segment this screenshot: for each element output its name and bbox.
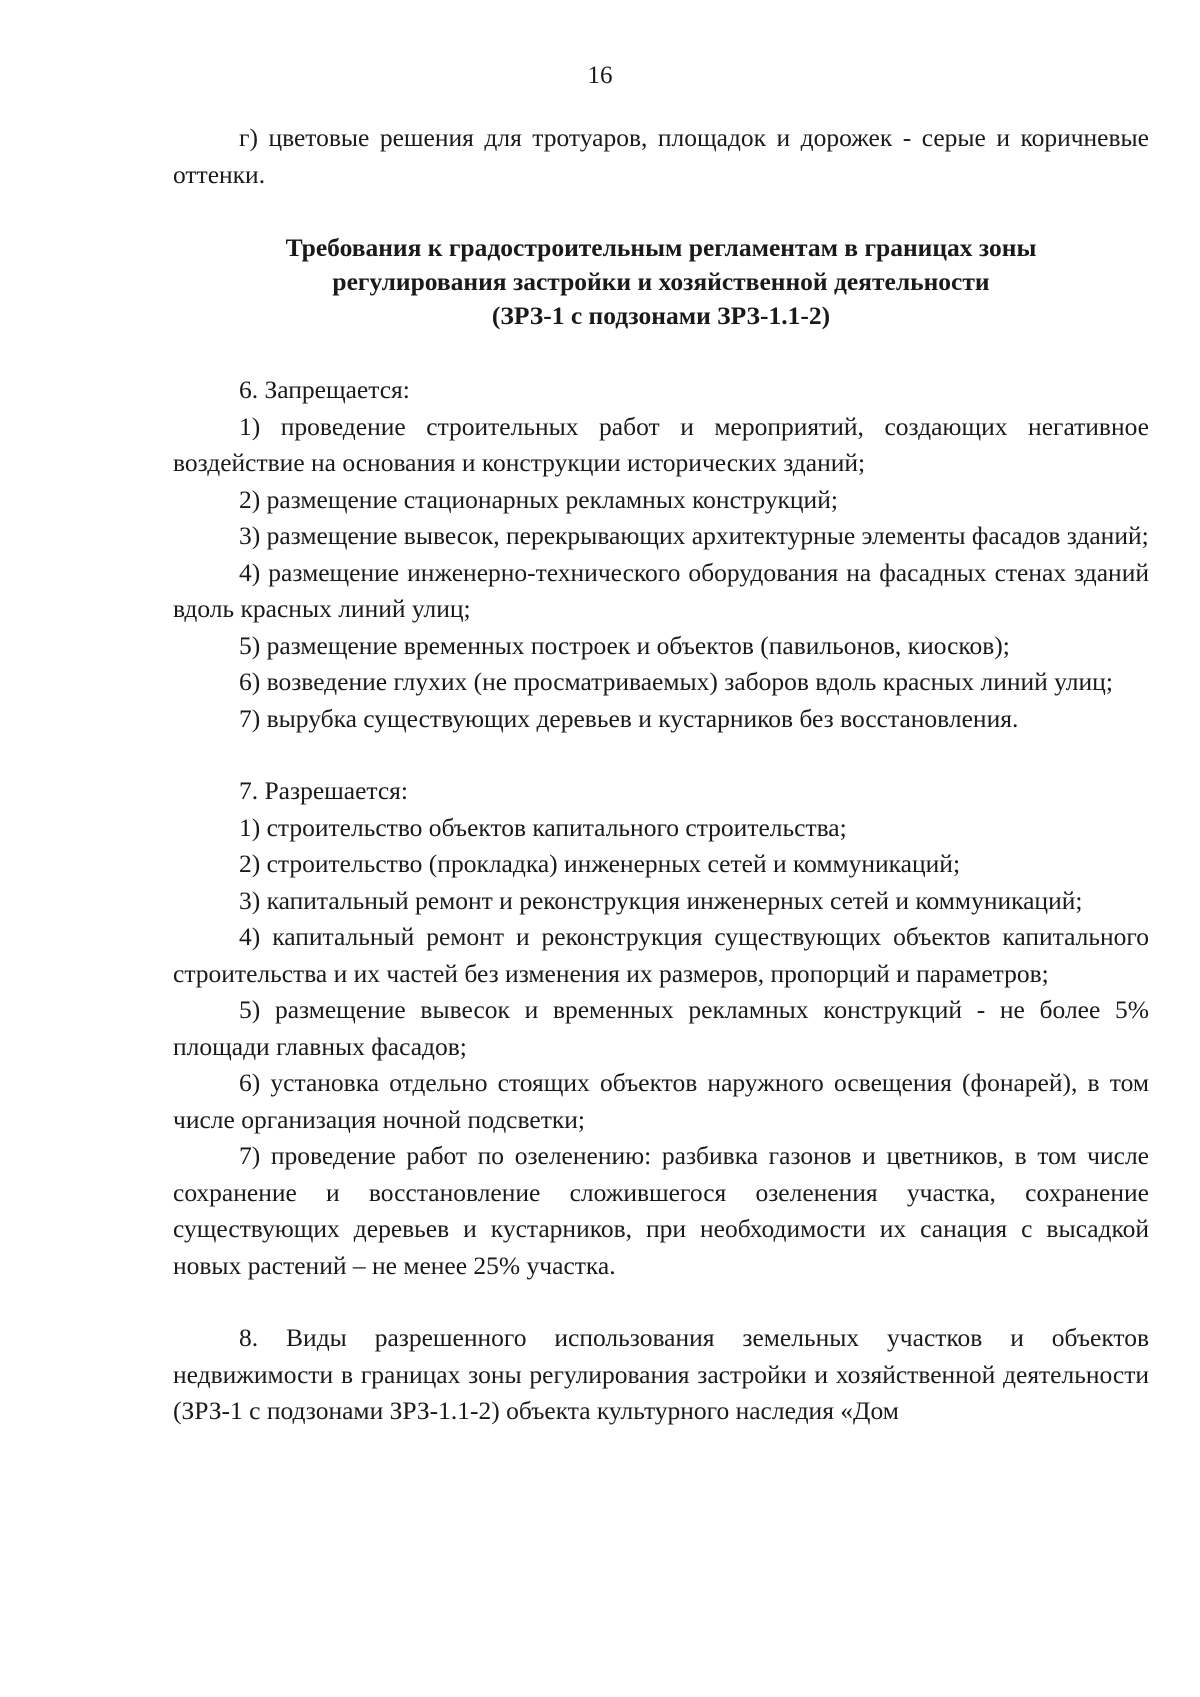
section-6-item: 1) проведение строительных работ и мероприятий, создающих негативное воздействие на основания и конструкции исторических зданий; (173, 411, 1149, 477)
section-7-item: 5) размещение вывесок и временных рекламных конструкций - не более 5% площади главных фасадов; (173, 995, 1149, 1061)
section-6-item: 6) возведение глухих (не просматриваемых) заборов вдоль красных линий улиц; (239, 667, 1113, 696)
section-heading (173, 231, 1149, 333)
document-body (173, 120, 1149, 1430)
section-6-title: 6. Запрещается: (239, 375, 410, 404)
section-6-item: 5) размещение временных построек и объектов (павильонов, киосков); (239, 630, 1010, 660)
intro-paragraph: г) цветовые решения для тротуаров, площадок и дорожек - серые и коричневые оттенки. (173, 123, 1149, 189)
section-spacer (173, 1284, 1149, 1320)
section-7-item: 4) капитальный ремонт и реконструкция существующих объектов капитального строительства и их частей без изменения их размеров, пропорций и параметров; (173, 922, 1149, 988)
section-7-item: 2) строительство (прокладка) инженерных сетей и коммуникаций; (239, 849, 961, 878)
section-spacer (173, 737, 1149, 773)
section-6-item: 2) размещение стационарных рекламных конструкций; (239, 484, 838, 514)
heading-line-3: (ЗРЗ-1 с подзонами ЗРЗ-1.1-2) (491, 301, 831, 330)
section-7-item: 7) проведение работ по озеленению: разбивка газонов и цветников, в том числе сохранение и восстановление сложившегося озеленения участка, сохранение существующих деревьев и кустарников, при необходимости их санация с высадкой новых растений – не менее 25% участка. (173, 1141, 1149, 1280)
section-7-item: 1) строительство объектов капитального строительства; (239, 812, 847, 842)
section-7-title: 7. Разрешается: (239, 776, 408, 805)
section-6-item: 4) размещение инженерно-технического оборудования на фасадных стенах зданий вдоль красных линий улиц; (173, 557, 1149, 623)
heading-line-2: регулирования застройки и хозяйственной деятельности (332, 267, 990, 296)
section-6-item: 3) размещение вывесок, перекрывающих архитектурные элементы фасадов зданий; (239, 521, 1149, 550)
section-7-item: 3) капитальный ремонт и реконструкция инженерных сетей и коммуникаций; (239, 885, 1083, 915)
section-7-item: 6) установка отдельно стоящих объектов наружного освещения (фонарей), в том числе организация ночной подсветки; (173, 1068, 1149, 1134)
page-number: 16 (587, 62, 613, 89)
section-8-paragraph: 8. Виды разрешенного использования земельных участков и объектов недвижимости в границах зоны регулирования застройки и хозяйственной деятельности (ЗРЗ-1 с подзонами ЗРЗ-1.1-2) объекта культурного наследия «Дом (173, 1323, 1149, 1425)
heading-line-1: Требования к градостроительным регламентам в границах зоны (285, 233, 1037, 262)
section-6-item: 7) вырубка существующих деревьев и кустарников без восстановления. (239, 703, 1019, 733)
